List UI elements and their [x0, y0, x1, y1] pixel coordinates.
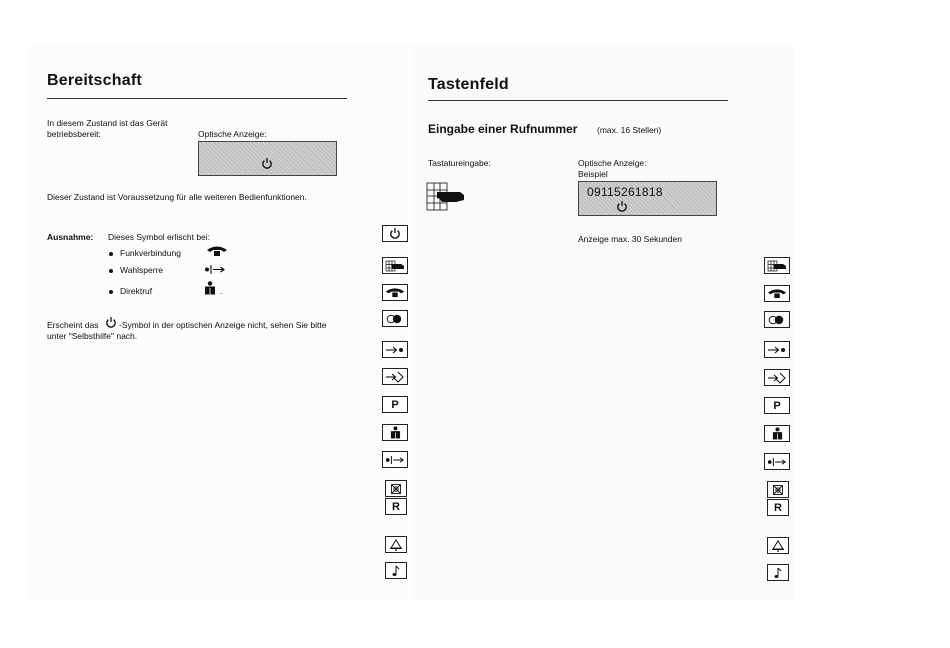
- dot-bar-arrow-icon: [385, 455, 405, 465]
- keyboard-label: Tastatureingabe:: [428, 158, 491, 168]
- handset-key: [764, 285, 790, 302]
- title-rule: [428, 100, 728, 101]
- bell-icon: [389, 539, 403, 551]
- bell-icon: [771, 540, 785, 552]
- reset-key: [767, 499, 789, 516]
- bullet-item-dial-lock: Wahlsperre: [120, 265, 164, 275]
- reset-icon: R: [392, 500, 400, 513]
- keypad-icon: [426, 182, 466, 212]
- handset-icon: [767, 288, 787, 299]
- display-number: 09115261818: [587, 185, 663, 199]
- handset-icon: [385, 287, 405, 298]
- dot-bar-arrow-icon: [767, 457, 787, 467]
- arrow-dot-key: [764, 341, 790, 358]
- bullet-dot: [109, 252, 113, 256]
- dial-lock-key: [382, 451, 408, 468]
- crossed-box-key: [767, 481, 789, 498]
- example-label: Beispiel: [578, 169, 608, 179]
- subtitle-note: (max. 16 Stellen): [597, 125, 662, 135]
- right-page: [411, 45, 794, 600]
- exception-text: Dieses Symbol erlischt bei:: [108, 232, 211, 242]
- person-icon: [772, 427, 783, 440]
- person-key: [382, 424, 408, 441]
- bullet-item-radio: Funkverbindung: [120, 248, 181, 258]
- keypad-key: [382, 257, 408, 274]
- toggle-key: [764, 311, 790, 328]
- left-page: [28, 45, 411, 600]
- handset-key: [382, 284, 408, 301]
- exception-label: Ausnahme:: [47, 232, 94, 242]
- page-title: Tastenfeld: [428, 76, 509, 93]
- arrow-dot-icon: [767, 345, 787, 355]
- optical-label: Optische Anzeige:: [198, 129, 267, 139]
- note-line-2: unter "Selbsthilfe" nach.: [47, 331, 138, 341]
- person-icon: [204, 281, 216, 295]
- intro-line-1: In diesem Zustand ist das Gerät: [47, 118, 168, 128]
- arrow-dot-key: [382, 341, 408, 358]
- crossed-box-key: [385, 480, 407, 497]
- reset-icon: R: [774, 501, 782, 514]
- reset-key: [385, 498, 407, 515]
- title-rule: [47, 98, 347, 99]
- crossed-box-icon: [772, 484, 784, 496]
- dial-lock-key: [764, 453, 790, 470]
- bullet-item-direct-call: Direktruf: [120, 286, 153, 296]
- toggle-key: [382, 310, 408, 327]
- power-icon: [105, 316, 117, 329]
- power-icon: [389, 227, 401, 240]
- park-key: [382, 396, 408, 413]
- keypad-icon: [385, 260, 405, 272]
- arrow-dot-icon: [385, 345, 405, 355]
- prerequisite-text: Dieser Zustand ist Voraussetzung für alle weiteren Bedienfunktionen.: [47, 192, 307, 202]
- park-icon: P: [391, 398, 399, 411]
- keypad-key: [764, 257, 790, 274]
- toggle-icon: [386, 314, 404, 324]
- note-suffix: -Symbol in der optischen Anzeige nicht, sehen Sie bitte: [119, 320, 327, 330]
- display-duration: Anzeige max. 30 Sekunden: [578, 234, 682, 244]
- park-icon: P: [773, 399, 781, 412]
- arrow-diamond-key: [382, 368, 408, 385]
- bullet-dot: [109, 290, 113, 294]
- music-note-icon: [391, 565, 401, 577]
- note-prefix: Erscheint das: [47, 320, 99, 330]
- intro-line-2: betriebsbereit:: [47, 129, 101, 139]
- power-key: [382, 225, 408, 242]
- page-title: Bereitschaft: [47, 72, 142, 89]
- optical-display: [198, 141, 337, 176]
- keypad-icon: [767, 260, 787, 272]
- person-icon: [390, 426, 401, 439]
- park-key: [764, 397, 790, 414]
- crossed-box-icon: [390, 483, 402, 495]
- optical-label: Optische Anzeige:: [578, 158, 647, 168]
- music-key: [385, 562, 407, 579]
- section-subtitle: Eingabe einer Rufnummer: [428, 122, 578, 136]
- bell-key: [385, 536, 407, 553]
- power-icon: [261, 157, 273, 170]
- music-note-icon: [773, 567, 783, 579]
- person-key: [764, 425, 790, 442]
- arrow-diamond-icon: [385, 371, 405, 383]
- optical-display: [578, 181, 717, 216]
- arrow-diamond-key: [764, 369, 790, 386]
- bullet-dot: [109, 269, 113, 273]
- power-icon: [616, 200, 628, 213]
- dot-bar-arrow-icon: [204, 264, 226, 275]
- music-key: [767, 564, 789, 581]
- bullet-trailing: .: [220, 286, 223, 296]
- toggle-icon: [768, 315, 786, 325]
- handset-icon: [206, 245, 228, 257]
- arrow-diamond-icon: [767, 372, 787, 384]
- bell-key: [767, 537, 789, 554]
